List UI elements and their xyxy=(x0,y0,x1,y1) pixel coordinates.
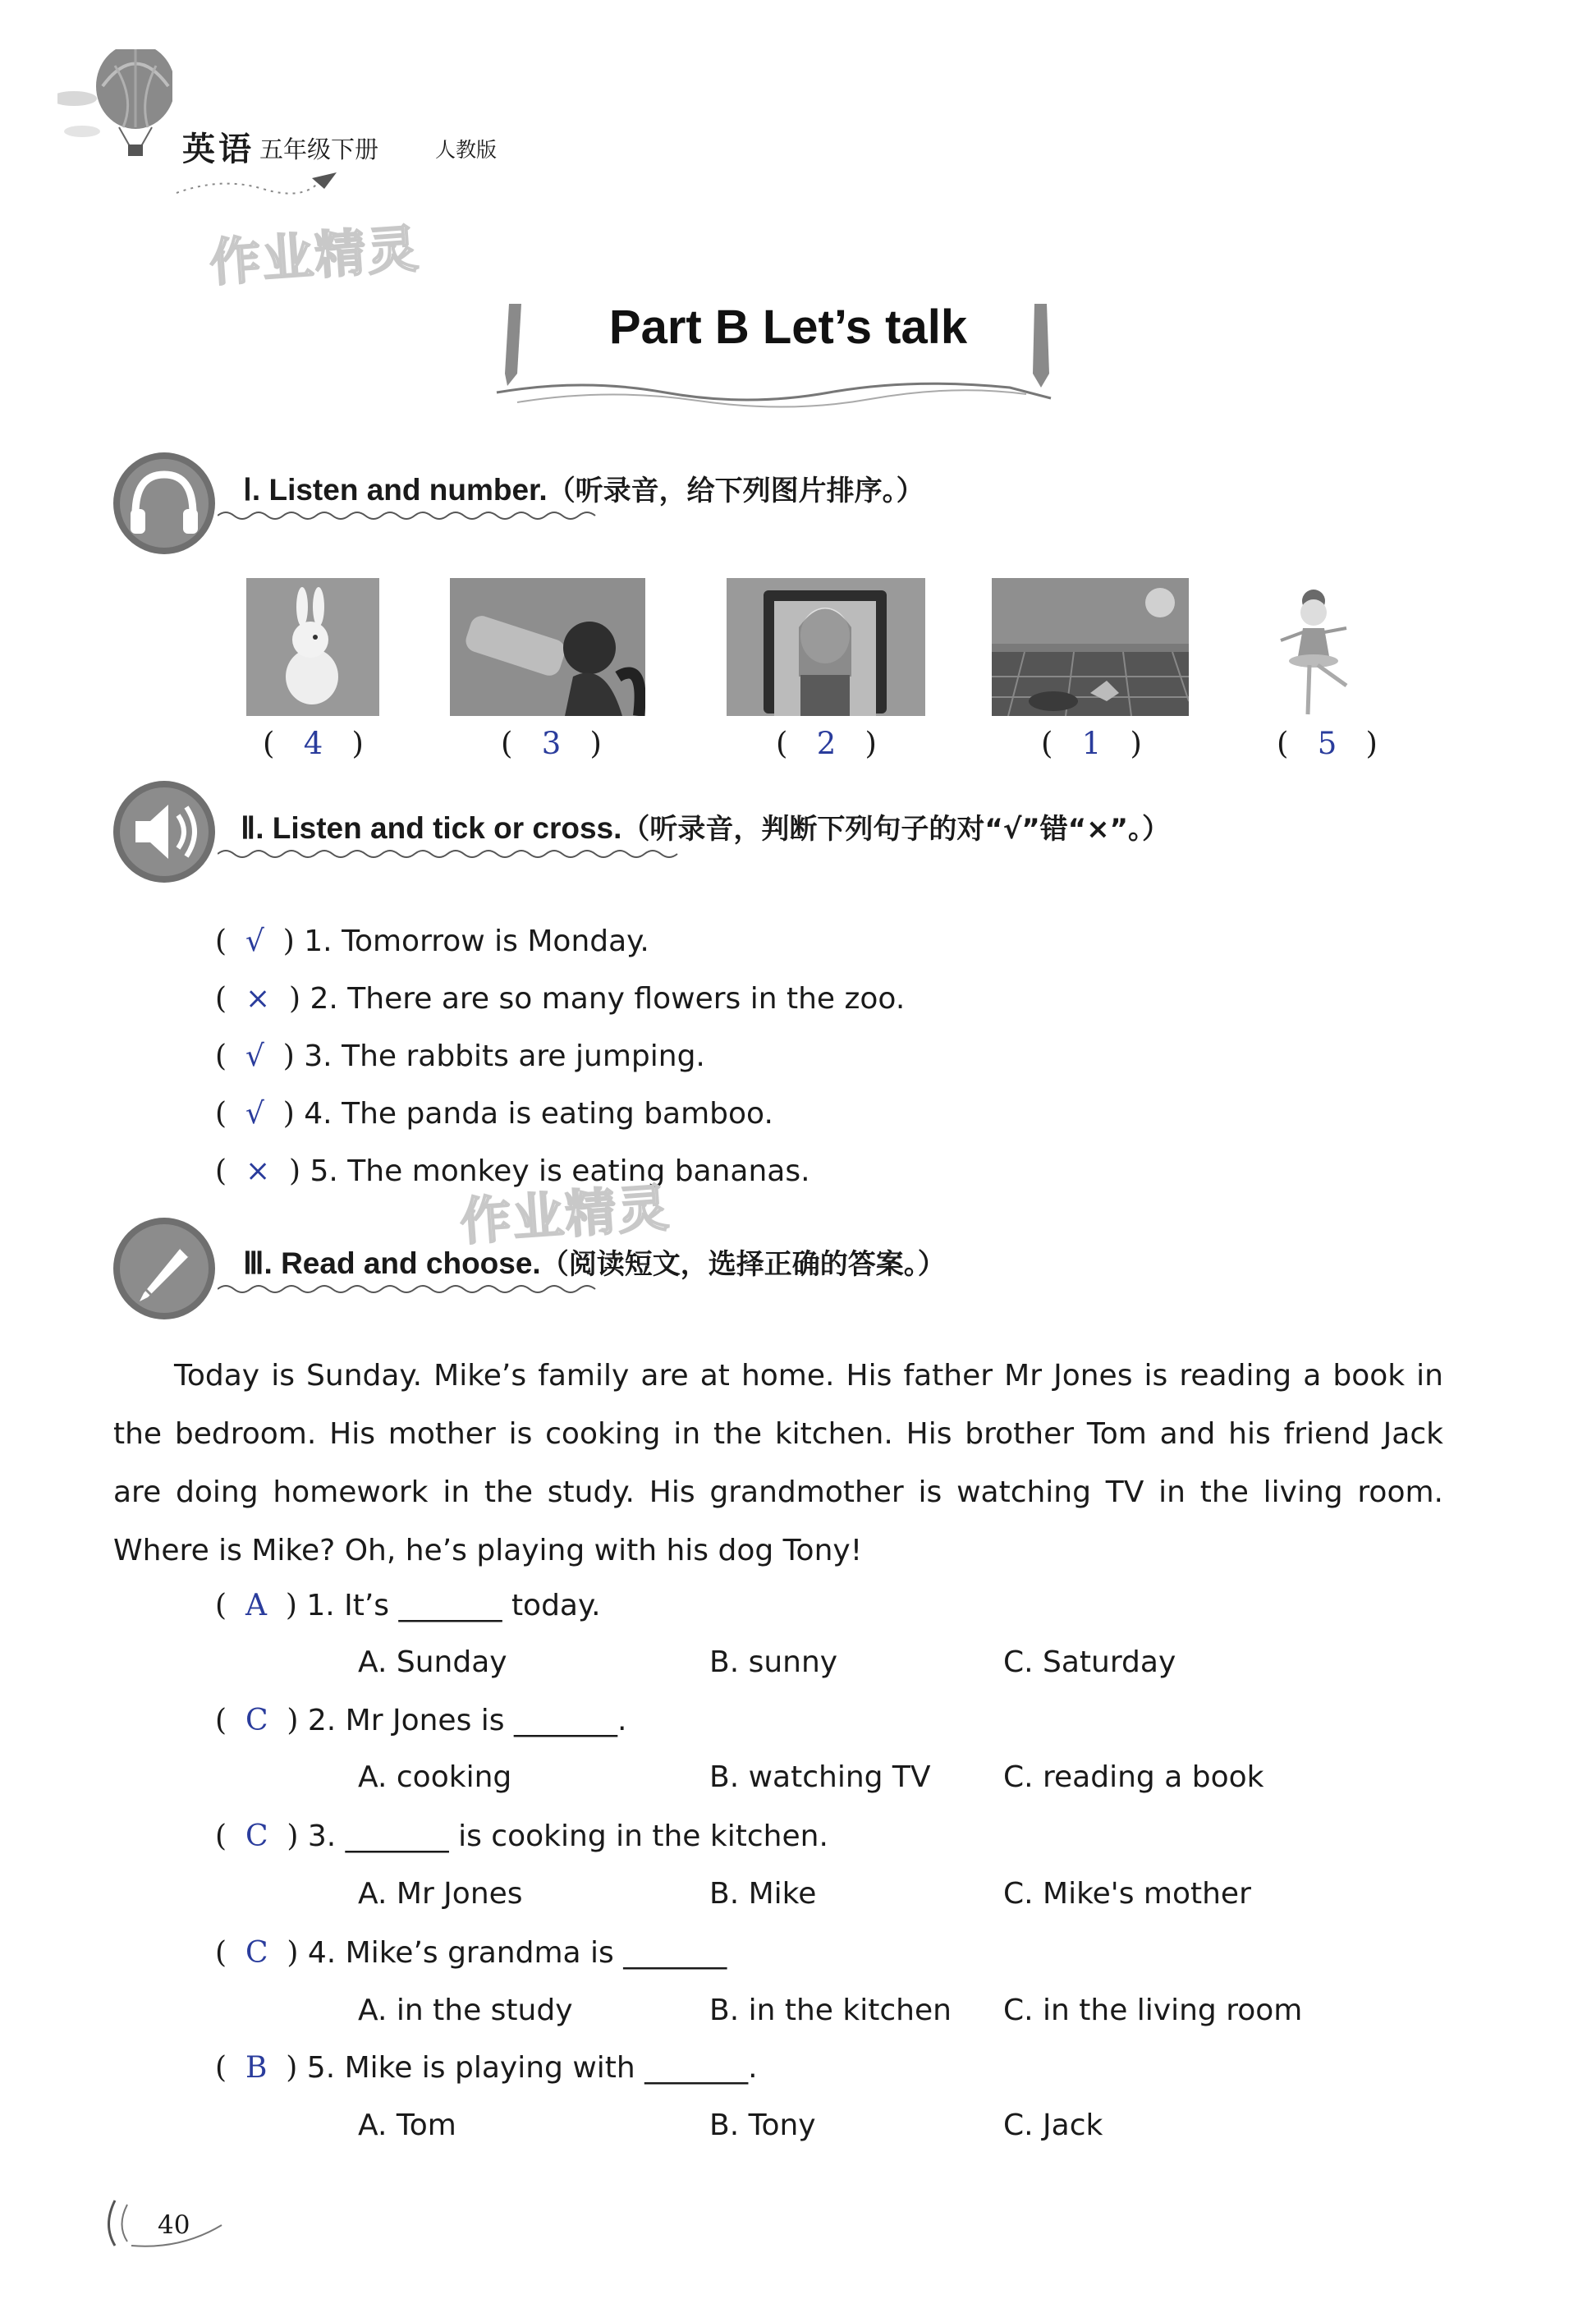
question-answer: C xyxy=(245,1936,268,1970)
picture-4-answer: ( 1 ) xyxy=(1041,726,1142,761)
rabbit-picture xyxy=(246,578,379,716)
section2-title: Ⅱ. Listen and tick or cross. xyxy=(241,811,622,845)
tick-text: 2. There are so many flowers in the zoo. xyxy=(310,982,906,1016)
option-b: B. Mike xyxy=(709,1877,817,1911)
question-answer: B xyxy=(245,2051,268,2085)
option-a: A. cooking xyxy=(358,1760,512,1794)
question-stem: 3. _______ is cooking in the kitchen. xyxy=(307,1819,828,1853)
girl-on-screen-picture xyxy=(727,578,925,716)
option-b: B. Tony xyxy=(709,2109,816,2142)
question-2: ( C ) 2. Mr Jones is _______. xyxy=(215,1704,627,1737)
tick-text: 1. Tomorrow is Monday. xyxy=(304,925,649,958)
picture-3-answer: ( 2 ) xyxy=(776,726,877,761)
tick-item-2: ( × ) 2. There are so many flowers in the zoo. xyxy=(215,982,906,1016)
question-3: ( C ) 3. _______ is cooking in the kitchen. xyxy=(215,1819,828,1853)
headphones-icon xyxy=(111,450,218,557)
question-answer: C xyxy=(245,1819,268,1853)
header-grade: 五年级下册 xyxy=(259,135,379,163)
tick-item-5: ( × ) 5. The monkey is eating bananas. xyxy=(215,1154,810,1188)
tick-item-3: ( √ ) 3. The rabbits are jumping. xyxy=(215,1039,705,1073)
speaker-icon xyxy=(111,778,218,885)
wavy-underline xyxy=(218,1281,603,1297)
tick-answer: √ xyxy=(245,1039,264,1073)
picture-2-answer: ( 3 ) xyxy=(501,726,602,761)
question-answer: C xyxy=(245,1704,268,1737)
picture-5-answer: ( 5 ) xyxy=(1277,726,1378,761)
section1-instruction: （听录音，给下列图片排序。） xyxy=(547,475,924,507)
section2-instruction: （听录音，判断下列句子的对“√”错“×”。） xyxy=(621,813,1170,846)
wavy-underline xyxy=(218,846,686,862)
page-number: 40 xyxy=(158,2210,190,2240)
section3-header xyxy=(243,1241,946,1282)
question-4: ( C ) 4. Mike’s grandma is _______ xyxy=(215,1936,727,1970)
question-stem: 1. It’s _______ today. xyxy=(306,1589,601,1622)
answer-value: 1 xyxy=(1081,726,1102,761)
wavy-underline xyxy=(218,507,603,524)
answer-value: 2 xyxy=(816,726,837,761)
option-a: A. in the study xyxy=(358,1994,573,2027)
tick-text: 3. The rabbits are jumping. xyxy=(304,1039,705,1073)
section2-header xyxy=(241,806,1170,847)
pencil-icon xyxy=(111,1215,218,1322)
question-stem: 5. Mike is playing with _______. xyxy=(306,2051,758,2085)
header-edition: 人教版 xyxy=(435,138,498,162)
tick-answer: × xyxy=(245,1154,271,1188)
option-a: A. Sunday xyxy=(358,1645,507,1679)
passage-text: Today is Sunday. Mike’s family are at home. His father Mr Jones is reading a book in the bedroom. His mother is cooking in the kitchen. His brother Tom and his friend Jack are doing homework in the study. His grandmother is watching TV in the living room. Where is Mike? Oh, he’s playing with his dog Tony! xyxy=(113,1359,1443,1567)
option-c: C. in the living room xyxy=(1003,1994,1303,2027)
tick-item-1: ( √ ) 1. Tomorrow is Monday. xyxy=(215,925,649,958)
monkey-drinking-picture xyxy=(450,578,645,716)
section3-instruction: （阅读短文，选择正确的答案。） xyxy=(540,1248,946,1281)
question-5: ( B ) 5. Mike is playing with _______. xyxy=(215,2051,758,2085)
answer-value: 3 xyxy=(541,726,562,761)
option-a: A. Tom xyxy=(358,2109,456,2142)
answer-value: 4 xyxy=(303,726,323,761)
option-c: C. Mike's mother xyxy=(1003,1877,1251,1911)
watermark: 作业精灵 xyxy=(458,1177,672,1252)
watermark: 作业精灵 xyxy=(208,218,422,293)
option-b: B. sunny xyxy=(709,1645,838,1679)
part-title: Part B Let’s talk xyxy=(608,301,968,354)
reading-passage xyxy=(113,1347,1443,1580)
question-stem: 2. Mr Jones is _______. xyxy=(307,1704,627,1737)
option-c: C. Jack xyxy=(1003,2109,1103,2142)
option-c: C. reading a book xyxy=(1003,1760,1264,1794)
ballet-girl-picture xyxy=(1268,583,1359,718)
answer-value: 5 xyxy=(1317,726,1337,761)
question-stem: 4. Mike’s grandma is _______ xyxy=(307,1936,727,1970)
balloon-logo-icon xyxy=(57,49,172,189)
option-c: C. Saturday xyxy=(1003,1645,1176,1679)
tick-answer: √ xyxy=(245,925,264,958)
tick-answer: × xyxy=(245,982,271,1016)
tick-text: 5. The monkey is eating bananas. xyxy=(310,1154,810,1188)
paper-plane-icon xyxy=(172,168,337,201)
room-floor-picture xyxy=(992,578,1189,716)
option-b: B. in the kitchen xyxy=(709,1994,952,2027)
section3-title: Ⅲ. Read and choose. xyxy=(243,1246,541,1280)
question-1: ( A ) 1. It’s _______ today. xyxy=(215,1589,601,1622)
question-answer: A xyxy=(245,1589,267,1622)
picture-1-answer: ( 4 ) xyxy=(263,726,364,761)
option-a: A. Mr Jones xyxy=(358,1877,523,1911)
header-subject: 英语 xyxy=(182,130,255,168)
section1-title: Ⅰ. Listen and number. xyxy=(243,473,548,507)
tick-text: 4. The panda is eating bamboo. xyxy=(304,1097,773,1131)
tick-answer: √ xyxy=(245,1097,264,1131)
section1-header xyxy=(243,468,924,508)
option-b: B. watching TV xyxy=(709,1760,931,1794)
tick-item-4: ( √ ) 4. The panda is eating bamboo. xyxy=(215,1097,773,1131)
